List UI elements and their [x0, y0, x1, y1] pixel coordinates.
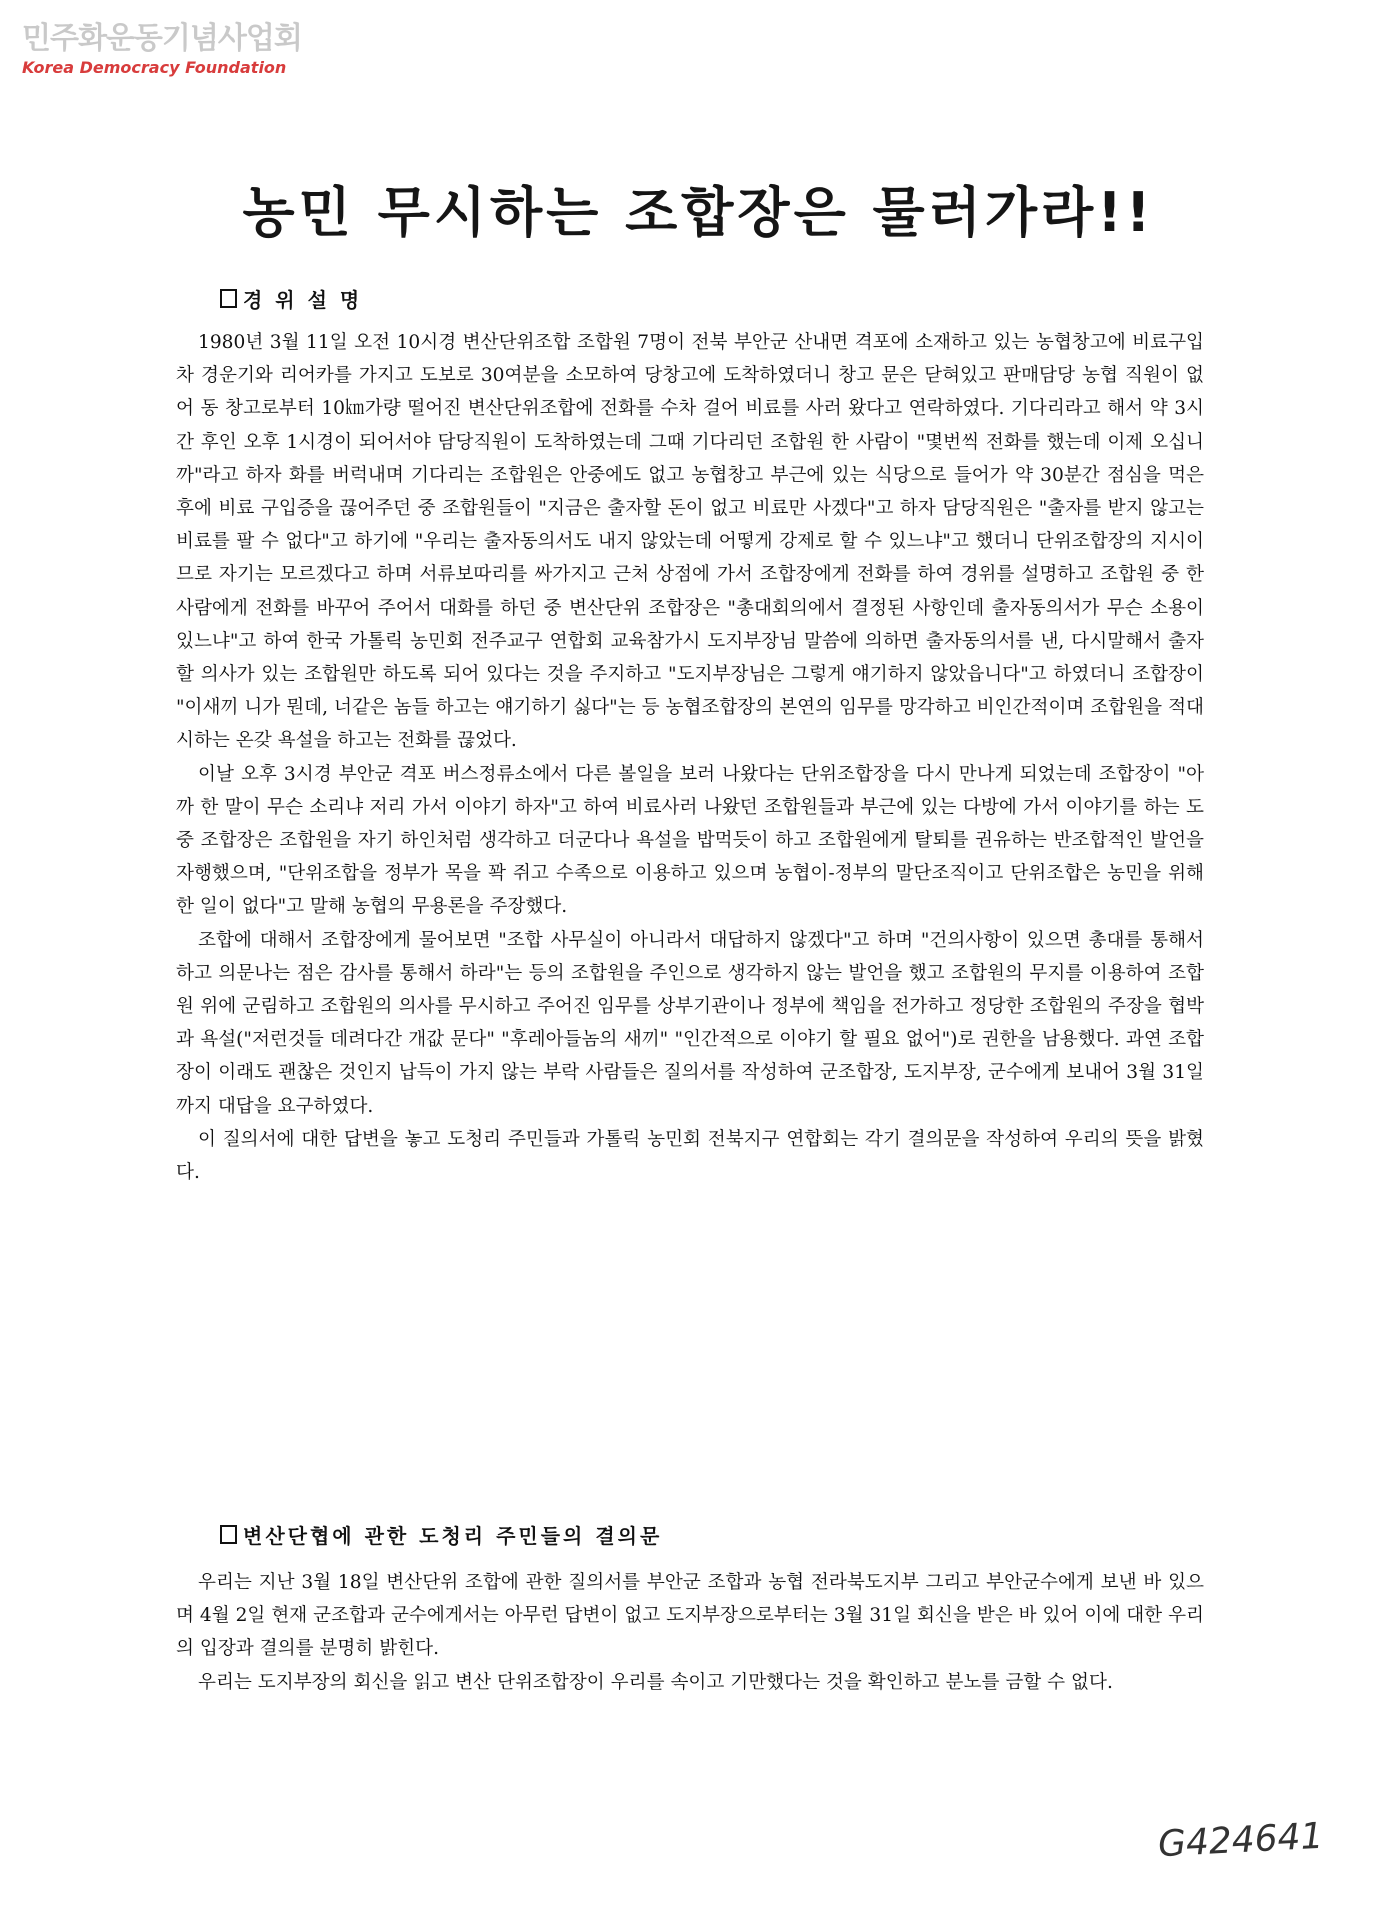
paragraph: 조합에 대해서 조합장에게 물어보면 "조합 사무실이 아니라서 대답하지 않겠다"고 하며 "건의사항이 있으면 총대를 통해서 하고 의문나는 점은 감사를 통해서 하라"는 등의 조합원을 주인으로 생각하지 않는 발언을 했고 조합원의 무지를 이용하여 조합원 위에 군림하고 조합원의 의사를 무시하고 주어진 임무를 상부기관이나 정부에 책임을 전가하고 정당한 조합원의 주장을 협박과 욕설("저런것들 데려다간 개값 문다" "후레아들놈의 새끼" "인간적으로 이야기 할 필요 없어")로 권한을 남용했다. 과연 조합장이 이래도 괜찮은 것인지 납득이 가지 않는 부락 사람들은 질의서를 작성하여 군조합장, 도지부장, 군수에게 보내어 3월 31일까지 대답을 요구하였다.	[176, 929, 1204, 1117]
watermark-subtitle: Korea Democracy Foundation	[22, 58, 287, 77]
watermark-title: 민주화운동기념사업회	[22, 21, 302, 56]
paragraph: 우리는 도지부장의 회신을 읽고 변산 단위조합장이 우리를 속이고 기만했다는 것을 확인하고 분노를 금할 수 없다.	[198, 1671, 1113, 1693]
section-heading-label: 변산단협에 관한 도청리 주민들의 결의문	[243, 1524, 663, 1548]
paragraph: 우리는 지난 3월 18일 변산단위 조합에 관한 질의서를 부안군 조합과 농협 전라북도지부 그리고 부안군수에게 보낸 바 있으며 4월 2일 현재 군조합과 군수에게서는 아무런 답변이 없고 도지부장으로부터는 3월 31일 회신을 받은 바 있어 이에 대한 우리의 입장과 결의를 분명히 밝힌다.	[176, 1572, 1204, 1660]
section-heading-resolution	[220, 1520, 662, 1549]
section-heading-background	[220, 284, 362, 313]
section-body-resolution	[176, 1566, 1204, 1699]
watermark	[22, 22, 302, 77]
section-body-background	[176, 326, 1204, 1189]
checkbox-icon	[220, 1525, 237, 1544]
paragraph: 이 질의서에 대한 답변을 놓고 도청리 주민들과 가톨릭 농민회 전북지구 연합회는 각기 결의문을 작성하여 우리의 뜻을 밝혔다.	[176, 1128, 1204, 1184]
document-title: 농민 무시하는 조합장은 물러가라!!	[242, 181, 1155, 244]
section-heading-label: 경 위 설 명	[243, 288, 363, 312]
checkbox-icon	[220, 289, 237, 308]
handwritten-archive-code: G424641	[1157, 1815, 1325, 1866]
paragraph: 이날 오후 3시경 부안군 격포 버스정류소에서 다른 볼일을 보러 나왔다는 단위조합장을 다시 만나게 되었는데 조합장이 "아까 한 말이 무슨 소리냐 저리 가서 이야기 하자"고 하여 비료사러 나왔던 조합원들과 부근에 있는 다방에 가서 이야기를 하는 도중 조합장은 조합원을 자기 하인처럼 생각하고 더군다나 욕설을 밥먹듯이 하고 조합원에게 탈퇴를 권유하는 반조합적인 발언을 자행했으며, "단위조합을 정부가 목을 꽉 쥐고 수족으로 이용하고 있으며 농협이-정부의 말단조직이고 단위조합은 농민을 위해 한 일이 없다"고 말해 농협의 무용론을 주장했다.	[176, 763, 1204, 918]
paragraph: 1980년 3월 11일 오전 10시경 변산단위조합 조합원 7명이 전북 부안군 산내면 격포에 소재하고 있는 농협창고에 비료구입차 경운기와 리어카를 가지고 도보로 30여분을 소모하여 당창고에 도착하였더니 창고 문은 닫혀있고 판매담당 농협 직원이 없어 동 창고로부터 10㎞가량 떨어진 변산단위조합에 전화를 수차 걸어 비료를 사러 왔다고 연락하였다. 기다리라고 해서 약 3시간 후인 오후 1시경이 되어서야 담당직원이 도착하였는데 그때 기다리던 조합원 한 사람이 "몇번씩 전화를 했는데 이제 오십니까"라고 하자 화를 버럭내며 기다리는 조합원은 안중에도 없고 농협창고 부근에 있는 식당으로 들어가 약 30분간 점심을 먹은 후에 비료 구입증을 끊어주던 중 조합원들이 "지금은 출자할 돈이 없고 비료만 사겠다"고 하자 담당직원은 "출자를 받지 않고는 비료를 팔 수 없다"고 하기에 "우리는 출자동의서도 내지 않았는데 어떻게 강제로 할 수 있느냐"고 했더니 단위조합장의 지시이므로 자기는 모르겠다고 하며 서류보따리를 싸가지고 근처 상점에 가서 조합장에게 전화를 하여 경위를 설명하고 조합원 중 한 사람에게 전화를 바꾸어 주어서 대화를 하던 중 변산단위 조합장은 "총대회의에서 결정된 사항인데 출자동의서가 무슨 소용이 있느냐"고 하여 한국 가톨릭 농민회 전주교구 연합회 교육참가시 도지부장님 말씀에 의하면 출자동의서를 낸, 다시말해서 출자할 의사가 있는 조합원만 하도록 되어 있다는 것을 주지하고 "도지부장님은 그렇게 얘기하지 않았읍니다"고 하였더니 조합장이 "이새끼 니가 뭔데, 너같은 놈들 하고는 얘기하기 싫다"는 등 농협조합장의 본연의 임무를 망각하고 비인간적이며 조합원을 적대시하는 온갖 욕설을 하고는 전화를 끊었다.	[176, 332, 1205, 752]
